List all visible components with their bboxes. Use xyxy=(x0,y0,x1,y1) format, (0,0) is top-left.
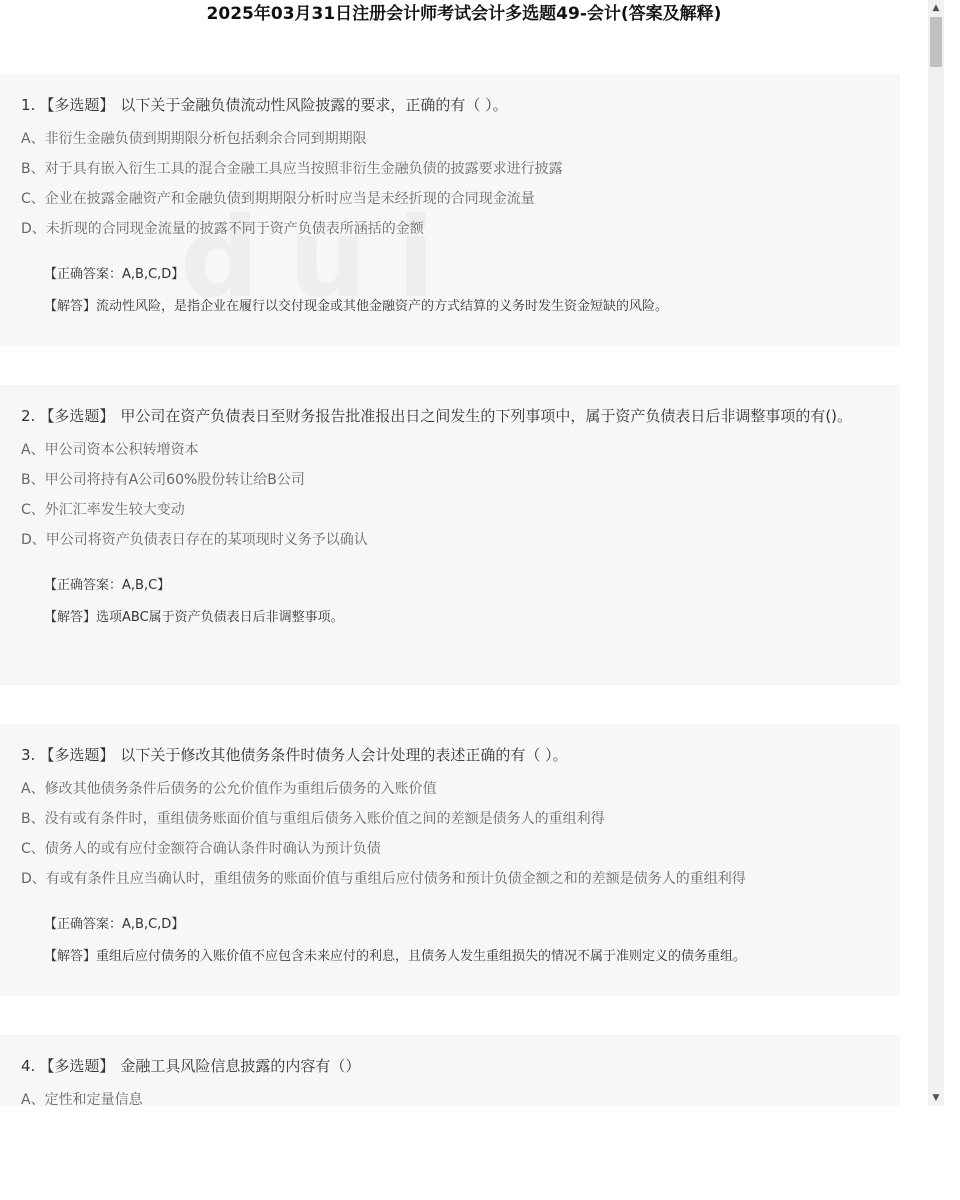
question-type: 【多选题】 xyxy=(39,407,115,425)
explanation-label: 【解答】 xyxy=(44,299,97,314)
scroll-down-arrow-icon[interactable]: ▼ xyxy=(932,1093,940,1103)
question-stem xyxy=(0,724,900,768)
question-card-2 xyxy=(0,385,900,685)
option-d: D、未折现的合同现金流量的披露不同于资产负债表所涵括的金额 xyxy=(21,221,424,237)
option-b: B、没有或有条件时，重组债务账面价值与重组后债务入账价值之间的差额是债务人的重组利得 xyxy=(21,811,605,827)
explanation-label: 【解答】 xyxy=(44,610,97,625)
question-number: 4. xyxy=(21,1057,36,1075)
correct-answer: 【正确答案：A,B,C,D】 xyxy=(44,917,185,932)
option-a: A、修改其他债务条件后债务的公允价值作为重组后债务的入账价值 xyxy=(21,781,437,797)
explanation-text: 选项ABC属于资产负债表日后非调整事项。 xyxy=(96,610,344,625)
question-type: 【多选题】 xyxy=(39,1057,115,1075)
option-b: B、甲公司将持有A公司60%股份转让给B公司 xyxy=(21,472,305,488)
question-text: 以下关于金融负债流动性风险披露的要求，正确的有（ ）。 xyxy=(120,96,508,114)
scroll-up-arrow-icon[interactable]: ▲ xyxy=(932,3,940,13)
option-c: C、债务人的或有应付金额符合确认条件时确认为预计负债 xyxy=(21,841,381,857)
explanation-text: 流动性风险，是指企业在履行以交付现金或其他金融资产的方式结算的义务时发生资金短缺的风险。 xyxy=(96,299,669,314)
option-a: A、甲公司资本公积转增资本 xyxy=(21,442,199,458)
option-list xyxy=(0,768,900,894)
explanation xyxy=(0,284,900,316)
question-stem xyxy=(0,385,900,429)
question-text: 甲公司在资产负债表日至财务报告批准报出日之间发生的下列事项中，属于资产负债表日后非调整事项的有()。 xyxy=(120,407,853,425)
question-text: 以下关于修改其他债务条件时债务人会计处理的表述正确的有（ ）。 xyxy=(120,746,568,764)
scrollbar-thumb[interactable] xyxy=(930,17,942,67)
vertical-scrollbar[interactable] xyxy=(928,0,944,1106)
explanation xyxy=(0,934,900,966)
question-type: 【多选题】 xyxy=(39,746,115,764)
option-list xyxy=(0,429,900,555)
option-c: C、企业在披露金融资产和金融负债到期期限分析时应当是未经折现的合同现金流量 xyxy=(21,191,535,207)
option-c: C、外汇汇率发生较大变动 xyxy=(21,502,185,518)
page-title: 2025年03月31日注册会计师考试会计多选题49-会计(答案及解释) xyxy=(206,4,722,24)
question-card-4 xyxy=(0,1035,900,1106)
correct-answer: 【正确答案：A,B,C,D】 xyxy=(44,267,185,282)
option-a: A、非衍生金融负债到期期限分析包括剩余合同到期期限 xyxy=(21,131,367,147)
question-stem xyxy=(0,74,900,118)
option-d: D、甲公司将资产负债表日存在的某项现时义务予以确认 xyxy=(21,532,368,548)
option-b: B、对于具有嵌入衍生工具的混合金融工具应当按照非衍生金融负债的披露要求进行披露 xyxy=(21,161,563,177)
option-list xyxy=(0,118,900,244)
explanation-text: 重组后应付债务的入账价值不应包含未来应付的利息，且债务人发生重组损失的情况不属于准则定义的债务重组。 xyxy=(96,949,747,964)
question-type: 【多选题】 xyxy=(39,96,115,114)
option-d: D、有或有条件且应当确认时，重组债务的账面价值与重组后应付债务和预计负债金额之和的差额是债务人的重组利得 xyxy=(21,871,746,887)
question-card-3 xyxy=(0,724,900,996)
correct-answer: 【正确答案：A,B,C】 xyxy=(44,578,171,593)
question-stem xyxy=(0,1035,900,1079)
question-text: 金融工具风险信息披露的内容有（） xyxy=(120,1057,361,1075)
explanation xyxy=(0,595,900,627)
question-number: 1. xyxy=(21,96,36,114)
question-card-1 xyxy=(0,74,900,346)
option-list xyxy=(0,1079,900,1106)
explanation-label: 【解答】 xyxy=(44,949,97,964)
question-number: 3. xyxy=(21,746,36,764)
option-a: A、定性和定量信息 xyxy=(21,1092,143,1106)
question-number: 2. xyxy=(21,407,36,425)
